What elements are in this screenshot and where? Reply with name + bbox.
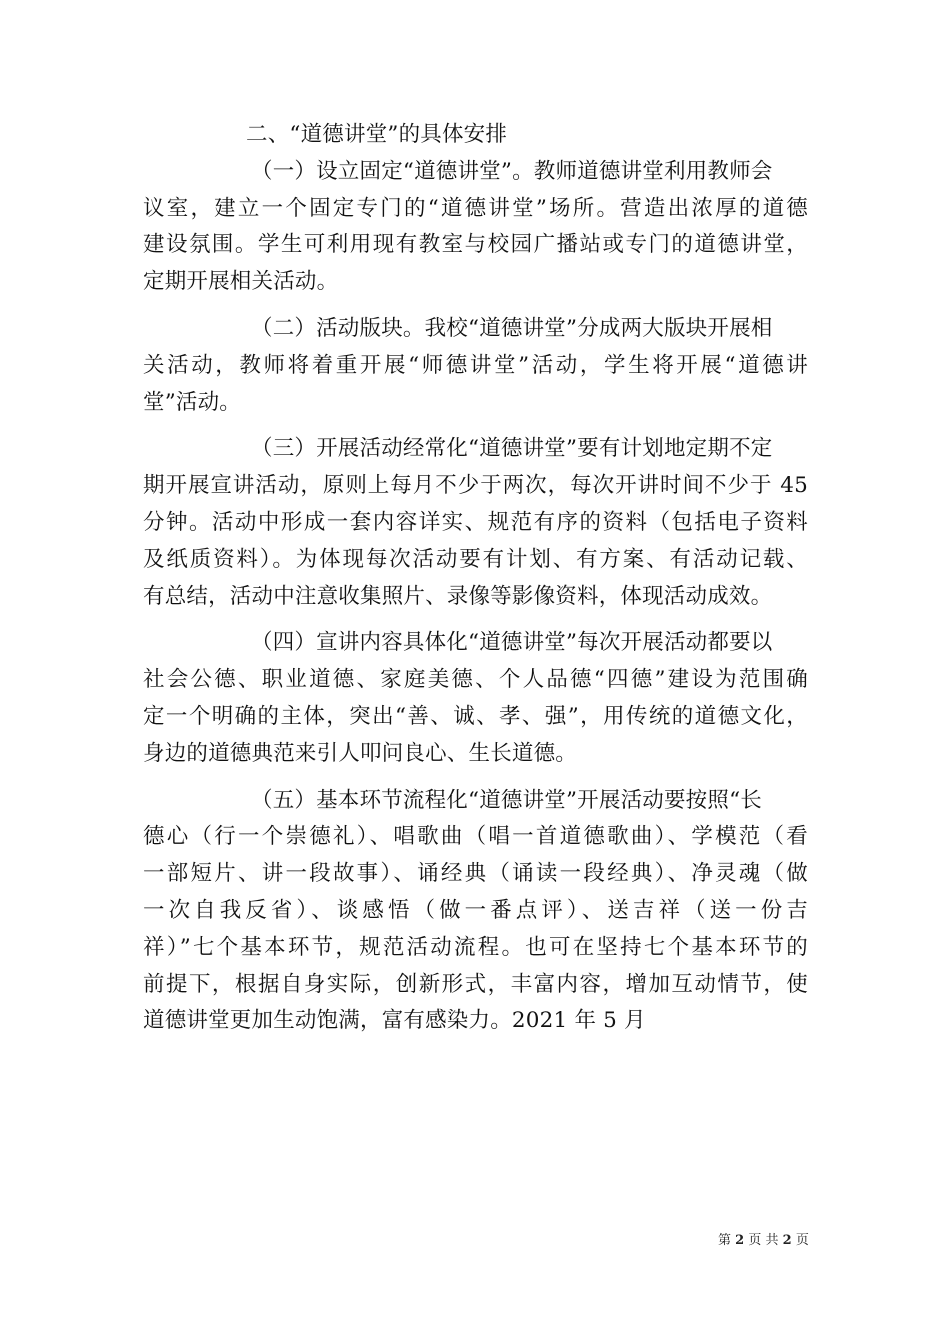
paragraph-line: 道德讲堂更加生动饱满，富有感染力。2021 年 5 月 [143, 1008, 646, 1034]
paragraph-line: 及纸质资料）。为体现每次活动要有计划、有方案、有活动记载、 [143, 546, 808, 572]
paragraph-line: 关活动，教师将着重开展“师德讲堂”活动，学生将开展“道德讲 [143, 352, 808, 378]
paragraph-4 [143, 625, 808, 772]
paragraph-line: （五）基本环节流程化“道德讲堂”开展活动要按照“长 [251, 787, 762, 813]
current-page-number: 2 [735, 1233, 745, 1248]
paragraph-line: 一部短片、讲一段故事）、诵经典（诵读一段经典）、净灵魂（做 [143, 861, 808, 887]
paragraph-line: 前提下，根据自身实际，创新形式，丰富内容，增加互动情节，使 [143, 971, 808, 997]
paragraph-line: 祥）”七个基本环节，规范活动流程。也可在坚持七个基本环节的 [143, 934, 808, 960]
footer-prefix: 第 [718, 1233, 732, 1248]
paragraph-line: 建设氛围。学生可利用现有教室与校园广播站或专门的道德讲堂， [143, 232, 808, 258]
paragraph-line: 社会公德、职业道德、家庭美德、个人品德“四德”建设为范围确 [143, 667, 808, 693]
footer-suffix: 页 [795, 1233, 809, 1248]
paragraph-line: （四）宣讲内容具体化“道德讲堂”每次开展活动都要以 [251, 630, 773, 656]
paragraph-line: 有总结，活动中注意收集照片、录像等影像资料，体现活动成效。 [143, 583, 773, 609]
paragraph-line: （二）活动版块。我校“道德讲堂”分成两大版块开展相 [251, 315, 773, 341]
paragraph-line: 身边的道德典范来引人叩问良心、生长道德。 [143, 740, 578, 766]
paragraph-line: 期开展宣讲活动，原则上每月不少于两次，每次开讲时间不少于 45 [143, 473, 808, 499]
paragraph-line: 德心（行一个崇德礼）、唱歌曲（唱一首道德歌曲）、学模范（看 [143, 824, 808, 850]
paragraph-line: 堂”活动。 [143, 389, 241, 415]
page-number-footer [718, 1232, 809, 1250]
paragraph-1 [143, 154, 808, 301]
paragraph-line: 定期开展相关活动。 [143, 269, 339, 295]
footer-middle: 页 共 [748, 1233, 779, 1248]
paragraph-line: 分钟。活动中形成一套内容详实、规范有序的资料（包括电子资料 [143, 509, 808, 535]
document-body [143, 117, 808, 1040]
paragraph-3 [143, 431, 808, 615]
paragraph-line: （三）开展活动经常化“道德讲堂”要有计划地定期不定 [251, 436, 773, 462]
paragraph-line: 一次自我反省）、谈感悟（做一番点评）、送吉祥（送一份吉 [143, 897, 808, 923]
total-pages-number: 2 [782, 1233, 792, 1248]
paragraph-2 [143, 311, 808, 421]
paragraph-line: （一）设立固定“道德讲堂”。教师道德讲堂利用教师会 [251, 158, 773, 184]
section-heading: 二、“道德讲堂”的具体安排 [246, 122, 508, 147]
paragraph-line: 定一个明确的主体，突出“善、诚、孝、强”，用传统的道德文化， [143, 703, 808, 729]
paragraph-5 [143, 783, 808, 1041]
paragraph-line: 议室，建立一个固定专门的“道德讲堂”场所。营造出浓厚的道德 [143, 195, 808, 221]
